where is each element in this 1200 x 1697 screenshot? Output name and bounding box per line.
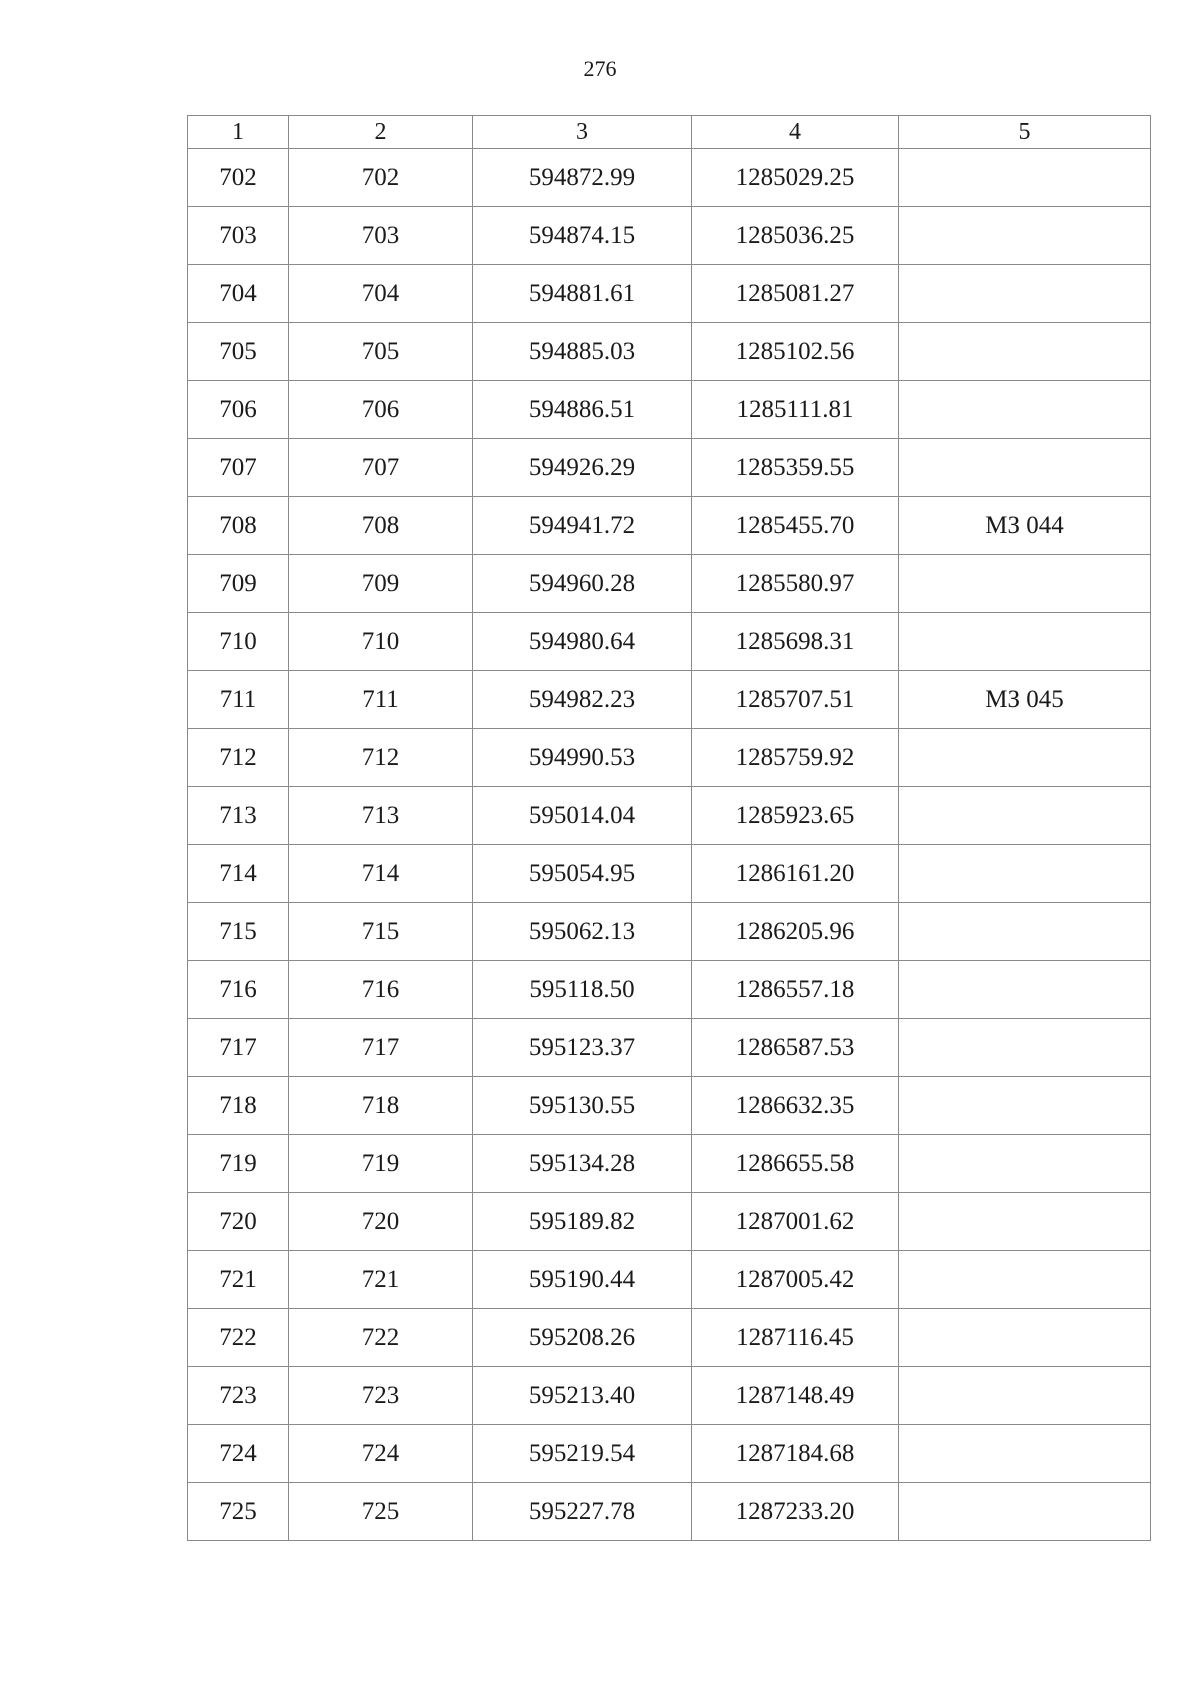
table-row [188,671,1151,729]
coordinates-table [187,115,1151,1541]
header-cell: 4 [692,116,899,149]
table-cell [899,1077,1151,1135]
table-cell: 714 [289,845,473,903]
table-cell: 594872.99 [473,149,692,207]
table-cell: 1287116.45 [692,1309,899,1367]
table-cell: 1285359.55 [692,439,899,497]
table-row [188,265,1151,323]
table-cell: 1286655.58 [692,1135,899,1193]
table-cell: 719 [289,1135,473,1193]
table-cell: 704 [289,265,473,323]
table-cell: 720 [188,1193,289,1251]
table-body [188,149,1151,1541]
table-cell: 712 [188,729,289,787]
table-cell: 594886.51 [473,381,692,439]
table-cell: 595062.13 [473,903,692,961]
table-row [188,1483,1151,1541]
table-cell: 1285580.97 [692,555,899,613]
table-cell: 595190.44 [473,1251,692,1309]
table-row [188,1135,1151,1193]
table-cell: 594874.15 [473,207,692,265]
table-cell [899,1135,1151,1193]
table-row [188,439,1151,497]
table-cell: 714 [188,845,289,903]
table-row [188,1193,1151,1251]
table-cell: 705 [188,323,289,381]
table-cell [899,1251,1151,1309]
table-cell: 708 [188,497,289,555]
table-cell [899,149,1151,207]
header-cell: 2 [289,116,473,149]
table-cell: 1285698.31 [692,613,899,671]
table-cell: 717 [289,1019,473,1077]
table-cell [899,1309,1151,1367]
table-cell: 1285759.92 [692,729,899,787]
table-cell: 1286205.96 [692,903,899,961]
table-cell: 595227.78 [473,1483,692,1541]
table-cell: 725 [289,1483,473,1541]
table-cell [899,845,1151,903]
table-row [188,497,1151,555]
table-cell [899,1483,1151,1541]
table-cell: 715 [188,903,289,961]
table-cell: 595118.50 [473,961,692,1019]
table-cell [899,207,1151,265]
table-cell: 1285111.81 [692,381,899,439]
table-cell: 595134.28 [473,1135,692,1193]
table-row [188,961,1151,1019]
table-cell: 1287233.20 [692,1483,899,1541]
table-cell [899,729,1151,787]
table-cell: 709 [289,555,473,613]
table-cell: 1287148.49 [692,1367,899,1425]
table-cell: 1286161.20 [692,845,899,903]
table-cell [899,439,1151,497]
table-cell: 702 [188,149,289,207]
table-cell: 716 [289,961,473,1019]
table-row [188,207,1151,265]
header-row [188,116,1151,149]
table-cell: 1287001.62 [692,1193,899,1251]
table-cell: 708 [289,497,473,555]
table-cell [899,903,1151,961]
table-cell: 725 [188,1483,289,1541]
table-cell [899,1367,1151,1425]
page-number: 276 [583,56,617,81]
table-cell: 704 [188,265,289,323]
table-cell: 1286587.53 [692,1019,899,1077]
table-cell: 711 [289,671,473,729]
table-cell: 594960.28 [473,555,692,613]
table-cell: 594982.23 [473,671,692,729]
table-cell: 594926.29 [473,439,692,497]
table-cell: 707 [188,439,289,497]
table-cell: 594881.61 [473,265,692,323]
table-cell: 706 [188,381,289,439]
table-cell [899,323,1151,381]
table-cell: 1287005.42 [692,1251,899,1309]
table-cell [899,613,1151,671]
header-cell: 5 [899,116,1151,149]
table-cell: 595130.55 [473,1077,692,1135]
table-row [188,323,1151,381]
table-cell: 724 [188,1425,289,1483]
table-cell: 710 [188,613,289,671]
table-cell: 719 [188,1135,289,1193]
table-row [188,1309,1151,1367]
table-cell: 703 [188,207,289,265]
table-cell: 1285036.25 [692,207,899,265]
table-cell [899,555,1151,613]
table-cell: 715 [289,903,473,961]
table-cell: 1287184.68 [692,1425,899,1483]
table-cell [899,1425,1151,1483]
table-cell: 711 [188,671,289,729]
table-cell: 716 [188,961,289,1019]
table-row [188,845,1151,903]
table-cell [899,381,1151,439]
table-cell: 595208.26 [473,1309,692,1367]
table-cell: 710 [289,613,473,671]
table-row [188,729,1151,787]
table-cell: 720 [289,1193,473,1251]
table-cell: 1285029.25 [692,149,899,207]
table-cell [899,265,1151,323]
table-row [188,1019,1151,1077]
table-cell: 718 [289,1077,473,1135]
header-cell: 3 [473,116,692,149]
table-cell: 1285081.27 [692,265,899,323]
table-row [188,1251,1151,1309]
table-cell: 713 [188,787,289,845]
table-row [188,1367,1151,1425]
table-cell: 717 [188,1019,289,1077]
table-row [188,787,1151,845]
table-cell: 705 [289,323,473,381]
table-cell: 722 [188,1309,289,1367]
table-cell: 1285455.70 [692,497,899,555]
table-header [188,116,1151,149]
table-row [188,149,1151,207]
table-row [188,381,1151,439]
table-cell: 1286557.18 [692,961,899,1019]
table-row [188,1077,1151,1135]
table-cell [899,1019,1151,1077]
table-cell: 595014.04 [473,787,692,845]
table-cell: 706 [289,381,473,439]
table-cell: 1285923.65 [692,787,899,845]
table-cell: МЗ 045 [899,671,1151,729]
table-cell: 709 [188,555,289,613]
table-cell: 721 [188,1251,289,1309]
table-cell: 707 [289,439,473,497]
table-cell: 595213.40 [473,1367,692,1425]
table-row [188,1425,1151,1483]
table-cell: 595123.37 [473,1019,692,1077]
table-cell: 595219.54 [473,1425,692,1483]
table-cell: 718 [188,1077,289,1135]
table-row [188,555,1151,613]
table-cell: 721 [289,1251,473,1309]
table-cell: 702 [289,149,473,207]
table-row [188,613,1151,671]
table-cell: МЗ 044 [899,497,1151,555]
table-cell: 1285102.56 [692,323,899,381]
table-cell: 595054.95 [473,845,692,903]
table-cell: 594941.72 [473,497,692,555]
table-cell: 595189.82 [473,1193,692,1251]
table-cell: 594885.03 [473,323,692,381]
table-cell: 703 [289,207,473,265]
table-cell: 712 [289,729,473,787]
table-cell: 594980.64 [473,613,692,671]
table-cell: 723 [289,1367,473,1425]
table-cell [899,961,1151,1019]
table-cell [899,787,1151,845]
table-cell: 1285707.51 [692,671,899,729]
table-row [188,903,1151,961]
table-cell: 713 [289,787,473,845]
table-cell: 1286632.35 [692,1077,899,1135]
table-cell: 723 [188,1367,289,1425]
table-cell: 724 [289,1425,473,1483]
table-cell: 722 [289,1309,473,1367]
table-cell [899,1193,1151,1251]
table-cell: 594990.53 [473,729,692,787]
header-cell: 1 [188,116,289,149]
